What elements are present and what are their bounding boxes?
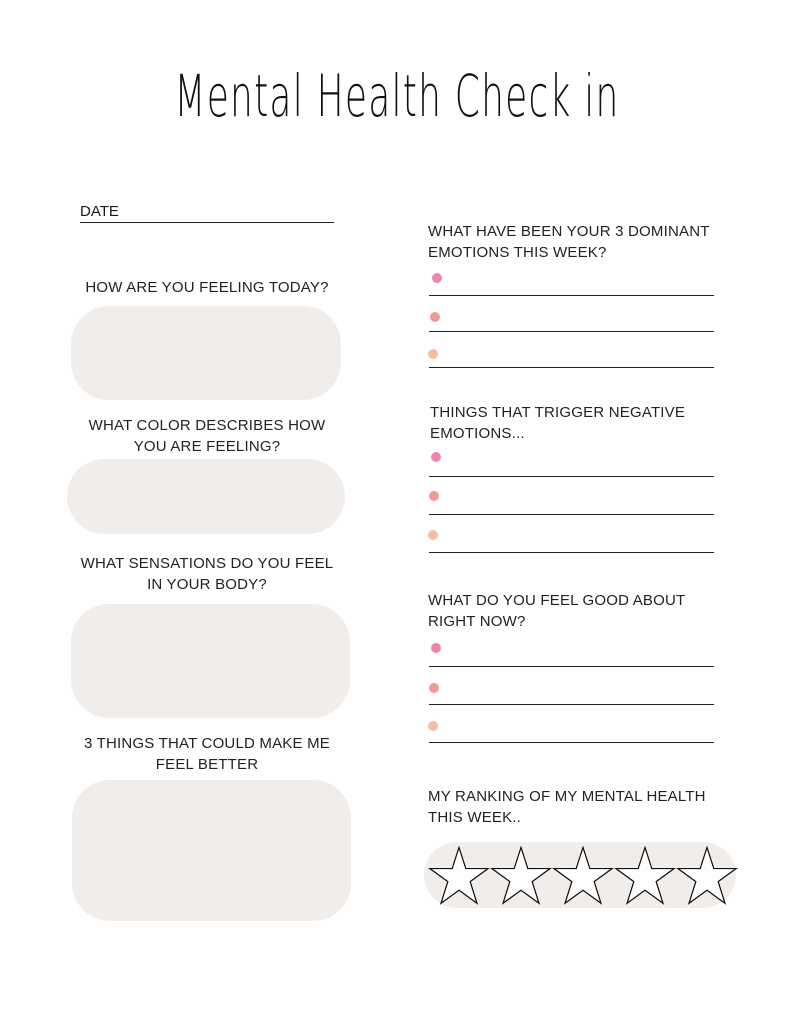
bullet-dot-icon <box>429 683 439 693</box>
bullet-dot-icon <box>428 721 438 731</box>
date-label: DATE <box>80 203 119 220</box>
star-outline-icon[interactable] <box>490 845 552 907</box>
bullet-dot-icon <box>428 349 438 359</box>
page-title: Mental Health Check in <box>174 62 620 130</box>
answer-box-sensations[interactable] <box>71 604 350 718</box>
answer-line-trigger-2[interactable] <box>429 514 714 515</box>
bullet-dot-icon <box>431 452 441 462</box>
star-outline-icon[interactable] <box>552 845 614 907</box>
star-outline-icon[interactable] <box>428 845 490 907</box>
date-field[interactable] <box>80 202 334 223</box>
star-outline-icon[interactable] <box>614 845 676 907</box>
answer-line-emotion-2[interactable] <box>429 331 714 332</box>
question-color: WHAT COLOR DESCRIBES HOW YOU ARE FEELING? <box>88 417 326 455</box>
answer-line-good-3[interactable] <box>429 742 714 743</box>
answer-line-good-2[interactable] <box>429 704 714 705</box>
question-ranking: MY RANKING OF MY MENTAL HEALTH THIS WEEK.. <box>428 788 706 826</box>
question-feel-better: 3 THINGS THAT COULD MAKE ME FEEL BETTER <box>83 735 330 773</box>
answer-line-good-1[interactable] <box>429 666 714 667</box>
star-outline-icon[interactable] <box>676 845 738 907</box>
bullet-dot-icon <box>430 312 440 322</box>
answer-line-trigger-3[interactable] <box>429 552 714 553</box>
question-feeling-today: HOW ARE YOU FEELING TODAY? <box>85 279 329 296</box>
answer-line-emotion-3[interactable] <box>429 367 714 368</box>
bullet-dot-icon <box>428 530 438 540</box>
bullet-dot-icon <box>431 643 441 653</box>
bullet-dot-icon <box>429 491 439 501</box>
question-feel-good: WHAT DO YOU FEEL GOOD ABOUT RIGHT NOW? <box>428 592 686 630</box>
answer-line-emotion-1[interactable] <box>429 295 714 296</box>
question-dominant-emotions: WHAT HAVE BEEN YOUR 3 DOMINANT EMOTIONS THIS WEEK? <box>428 223 710 261</box>
question-sensations: WHAT SENSATIONS DO YOU FEEL IN YOUR BODY? <box>80 555 334 593</box>
answer-box-feeling-today[interactable] <box>71 306 341 400</box>
question-triggers: THINGS THAT TRIGGER NEGATIVE EMOTIONS... <box>430 404 686 442</box>
answer-box-feel-better[interactable] <box>72 780 351 921</box>
answer-line-trigger-1[interactable] <box>429 476 714 477</box>
answer-box-color[interactable] <box>67 459 345 534</box>
bullet-dot-icon <box>432 273 442 283</box>
